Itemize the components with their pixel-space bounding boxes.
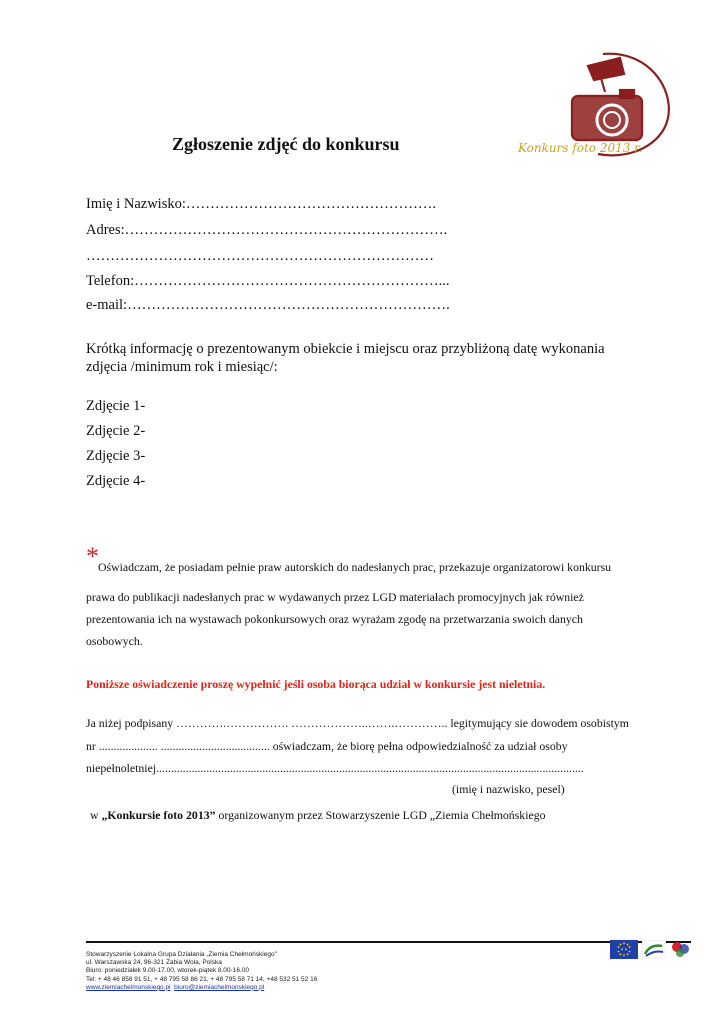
photo-2-label[interactable]: Zdjęcie 2- (86, 423, 146, 439)
konkurs-foto-logo (508, 48, 673, 160)
declaration-line-3: prezentowania ich na wystawach pokonkursowych oraz wyrażam zgodę na przetwarzania swoich danych (86, 612, 583, 626)
name-field[interactable]: Imię i Nazwisko:……………………………………………. (86, 196, 436, 212)
email-field[interactable]: e-mail:…………………………………………………………. (86, 297, 450, 313)
footer-org: Stowarzyszenie Lokalna Grupa Działania „Ziemia Chełmońskiego" (86, 951, 277, 958)
page-title: Zgłoszenie zdjęć do konkursu (172, 134, 400, 154)
eu-flag-icon (610, 940, 638, 959)
footer-hours: Biuro: poniedziałek 9.00-17.00, wtorek-piątek 8.00-16.00 (86, 967, 249, 975)
guardian-line-1[interactable]: Ja niżej podpisany ………….……………. ………………..…….………….. legitymujący sie dowodem osobistym (86, 716, 629, 730)
address-continuation-field[interactable]: ……………………………………………………………… (86, 248, 434, 264)
closing-contest-name: „Konkursie foto 2013” (101, 808, 216, 822)
closing-prefix: w (90, 808, 102, 822)
info-line-2: zdjęcia /minimum rok i miesiąc/: (86, 359, 278, 375)
footer-website-link[interactable]: www.ziemiachelmonskiego.pl (86, 983, 171, 991)
footer-address: ul. Warszawska 24, 96-321 Żabia Wola, Polska (86, 959, 222, 967)
photo-4-label[interactable]: Zdjęcie 4- (86, 473, 146, 489)
prow-logo-icon (669, 939, 693, 961)
guardian-line-2[interactable]: nr .................... ..................................... oświadczam, że biorę pełna odpowiedzialność za udział osoby (86, 739, 568, 753)
closing-suffix: organizowanym przez Stowarzyszenie LGD „Ziemia Chełmońskiego (215, 808, 546, 822)
info-line-1: Krótką informację o prezentowanym obiekcie i miejscu oraz przybliżoną datę wykonania (86, 341, 605, 357)
guardian-caption: (imię i nazwisko, pesel) (452, 782, 565, 796)
phone-field[interactable]: Telefon:………………………………………………………... (86, 273, 450, 289)
photo-1-label[interactable]: Zdjęcie 1- (86, 398, 146, 414)
leader-logo-icon (642, 940, 666, 959)
photo-3-label[interactable]: Zdjęcie 3- (86, 448, 146, 464)
address-field[interactable]: Adres:…………………………………………………………. (86, 222, 448, 238)
footer (86, 951, 317, 992)
logo-text: Konkurs foto 2013 r. (518, 141, 643, 155)
declaration-line-2: prawa do publikacji nadesłanych prac w wydawanych przez LGD materiałach promocyjnych jak również (86, 590, 584, 604)
footer-phones: Tel: + 48 46 858 91 51, + 48 795 58 86 21, + 48 795 58 71 14, +48 532 51 52 16 (86, 975, 318, 983)
declaration-line-1: Oświadczam, że posiadam pełnie praw autorskich do nadesłanych prac, przekazuje organizatorowi konkursu (98, 560, 612, 574)
footer-email-link[interactable]: biuro@ziemiachelmonskiego.pl (174, 983, 265, 991)
closing-line (90, 808, 546, 823)
guardian-line-3[interactable]: niepełnoletniej................................................................................................................................................. (86, 761, 584, 775)
declaration-line-4: osobowych. (86, 634, 143, 648)
asterisk-mark: * (86, 542, 99, 571)
minor-notice: Poniższe oświadczenie proszę wypełnić jeśli osoba biorąca udział w konkursie jest nieletnia. (86, 677, 546, 691)
footer-divider (86, 941, 691, 943)
